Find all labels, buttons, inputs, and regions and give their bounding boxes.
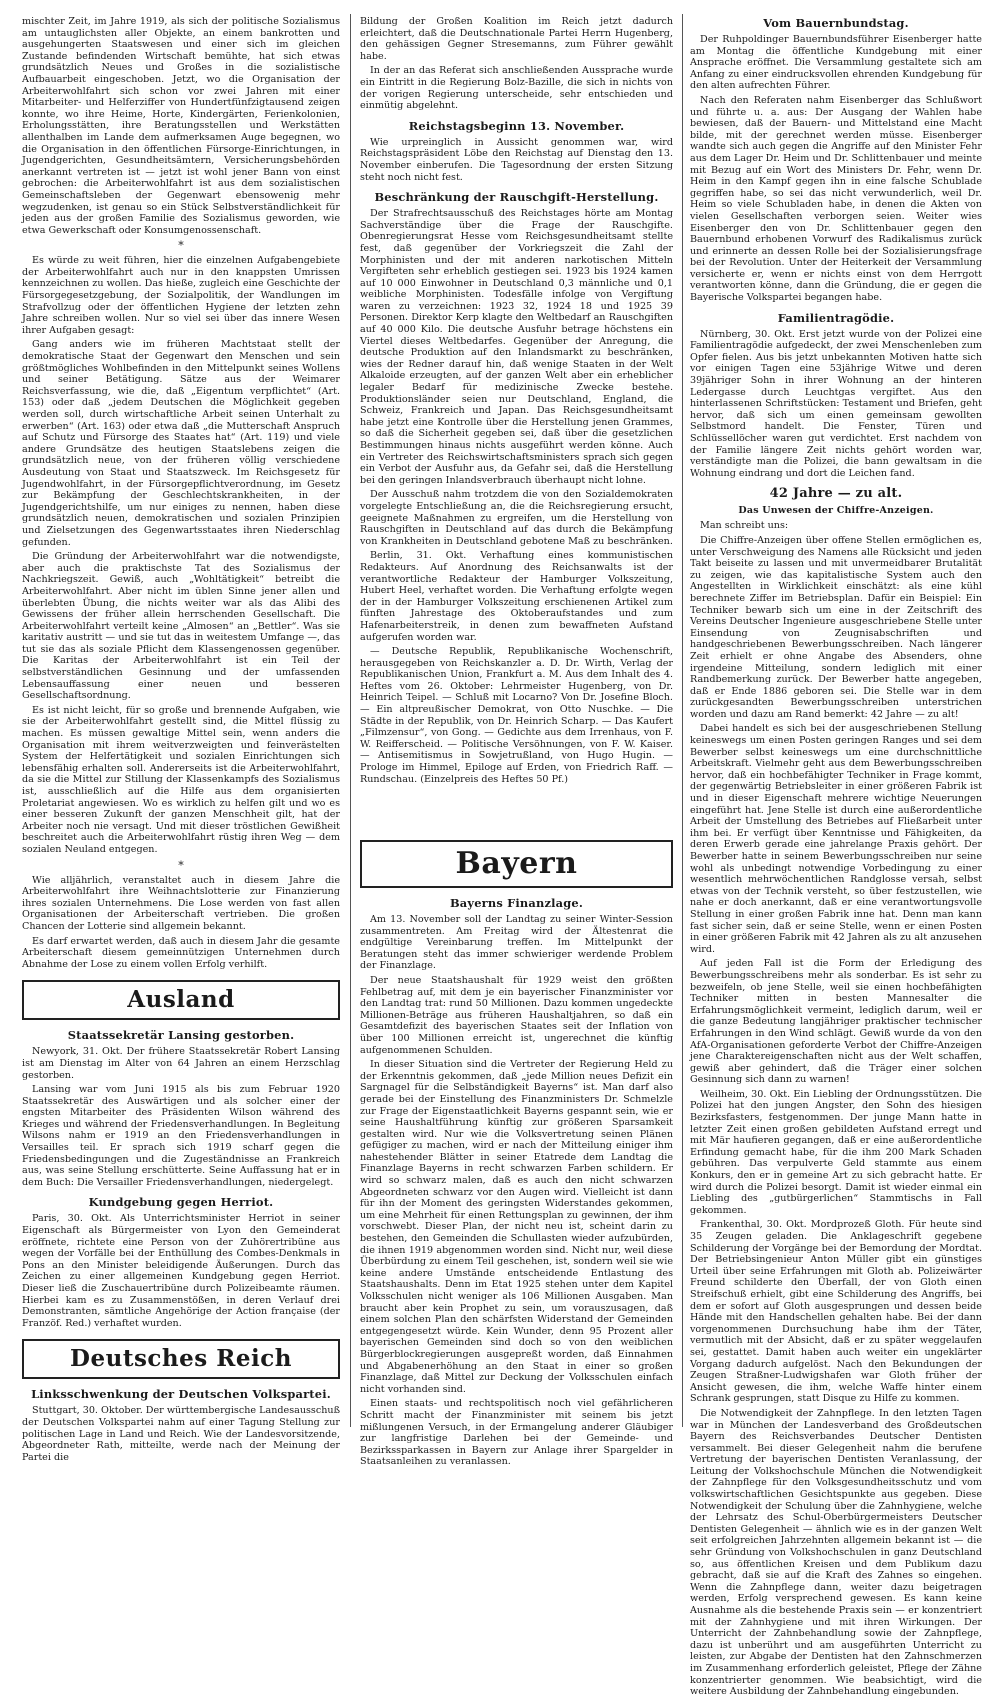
article-paragraph: Die Notwendigkeit der Zahnpflege. In den letzten Tagen war in München der Landesverband des Großdeutschen Bayern des Reichsverbandes Deutscher Dentisten versammelt. Bei dieser Gelegenheit nahm die berufene Vertretung der bayerischen Dentisten Veranlassung, der Leitung der Volkshochschule München die Notwendigkeit der Zahnpflege für den Volksgesundheitsschutz und vom volkswirtschaftlichen Gesichtspunkte aus gegeben. Diese Notwendigkeit der Schulung über die Zahnhygiene, welche der Lehrsatz des Schul-Oberbürgermeisters Deutscher Dentisten Gelegenheit — ähnlich wie es in der ganzen Welt seit erfolgreichen Jahrzehnten allgemein bekannt ist — die sehr Gründung von Volkshochschulen in ganz Deutschland so, aus öffentlichen Kreisen und dem Publikum dazu gebracht, daß sie auf die Kraft des Zahnes so eingehen. Wenn die Zahnpflege dann, weiter dazu beigetragen werden, Erfolg versprechend gewesen. Es kann keine Ausnahme als die bestehende Praxis sein — er konzentriert mit der Zahnhygiene und mit ihren Wirkungen. Der Unterricht der Zahnbehandlung sowie der Zahnpflege, dazu ist unberührt und am ausgeführten Unterricht zu leisten, zur Abgabe der Dentisten hat den Zahnschmerzen im Zusammenhang erforderlich geleistet, Pflege der Zähne konzentrierter genommen. Wie beabsichtigt, wird die weitere Ausbildung der Zahnbehandlung eingebunden.: [690, 1407, 982, 1698]
article-paragraph: Es ist nicht leicht, für so große und brennende Aufgaben, wie sie der Arbeiterwohlfahrt gestellt sind, die Mittel flüssig zu machen. Es müssen gewaltige Mittel sein, wenn anders die Organisation mit ihrem weitverzweigten und feinverästelten System der Helfertätigkeit und sozialen Einrichtungen sich lebensfähig erhalten soll. Andererseits ist die Arbeiterwohlfahrt, da sie die Mittel zur Stillung der Klassenkampfs des Sozialismus ist, ausschließlich auf die Hilfe aus dem organisierten Proletariat angewiesen. Wo es wirklich zu helfen gilt und wo es einer besseren Zukunft der ganzen Menschheit gilt, hat der Arbeiter noch nie versagt. Und mit dieser tröstlichen Gewißheit beschreitet auch die Arbeiterwohlfahrt rüstig ihren Weg — dem sozialen Neuland entgegen.: [22, 704, 340, 855]
article-paragraph: Nach den Referaten nahm Eisenberger das Schlußwort und führte u. a. aus: Der Ausgang der Wahlen habe bewiesen, daß der Bauern- und Mittelstand eine Macht bilde, mit der gerechnet werden müsse. Eisenberger wandte sich auch gegen die Angriffe auf den Minister Fehr aus dem Lager Dr. Heim und Dr. Schlittenbauer und meinte mit Bezug auf ein Wort des Ministers Dr. Fehr, wenn Dr. Heim in den Kampf gegen ihn in eine falsche Schublade gegriffen habe, so sei das nicht verwunderlich, weil Dr. Heim so viele Schubladen habe, in denen die Akten von vielen Gesellschaften verborgen seien. Weiter wies Eisenberger den von Dr. Schlittenbauer gegen den Bauernbund erhobenen Vorwurf des Radikalismus zurück und erinnerte an dessen Rolle bei der Sozialisierungsfrage bei der Revolution. Unter der Heiterkeit der Versammlung versicherte er, wenn er nichts einst von dem Herrgott verantworten könne, dann die Gründung, die er gegen die Bayerische Volkspartei begangen habe.: [690, 94, 982, 304]
article-headline: Beschränkung der Rauschgift-Herstellung.: [374, 190, 659, 205]
article-paragraph: Wie alljährlich, veranstaltet auch in diesem Jahre die Arbeiterwohlfahrt ihre Weihnachtslotterie zur Finanzierung ihres sozialen Unternehmens. Die Lose werden von fast allen Organisationen der Arbeiterschaft vertrieben. Die großen Chancen der Lotterie sind allgemein bekannt.: [22, 874, 340, 932]
article-headline: Staatssekretär Lansing gestorben.: [67, 1028, 295, 1043]
article-paragraph: Frankenthal, 30. Okt. Mordprozeß Gloth. Für heute sind 35 Zeugen geladen. Die Anklageschrift gegebene Schilderung der Vorgänge bei der Bemordung der Mordtat. Der Betriebsingenieur Anton Müller gibt ein günstiges Urteil über seine Erfahrungen mit Gloth ab. Polizeiwärter Freund schilderte den Überfall, der von Gloth einen Streifschuß erhielt, gibt eine Schilderung des Angriffs, bei dem er sofort auf Gloth ausgesprungen und dessen beide Hände mit den Handschellen gehalten habe. Bei der dann vorgenommenen Durchsuchung habe ihm der Täter, vermutlich mit der Absicht, daß er zu später weggelaufen sei, gestattet. Damit haben auch weiter ein ungeklärter Vorgang dadurch aufgelöst. Nach den Bekundungen der Zeugen Straßner-Ludwigshafen war Gloth früher der Ansicht gewesen, die ihm, welche Waffe hinter einem Schrank gesprungen, statt Disque zu Hilfe zu kommen.: [690, 1219, 982, 1405]
article-headline: Bayerns Finanzlage.: [449, 896, 584, 910]
article-paragraph: Berlin, 31. Okt. Verhaftung eines kommunistischen Redakteurs. Auf Anordnung des Reichsanwalts ist der verantwortliche Redakteur der Hamburger Volkszeitung, Hubert Heel, verhaftet worden. Die Verhaftung erfolgte wegen der in der Hamburger Volkszeitung erschienenen Artikel zum fünften Jahrestage des Oktoberaufstandes und zum Hafenarbeiterstreik, in denen zum bewaffneten Aufstand aufgerufen worden war.: [360, 550, 673, 643]
article-paragraph: Gang anders wie im früheren Machtstaat stellt der demokratische Staat der Gegenwart den Menschen und sein größtmögliches Wohlbefinden in den Mittelpunkt seines Wollens und seiner Betätigung. Sätze aus der Weimarer Reichsverfassung, wie die, daß „Eigentum verpflichtet“ (Art. 153) oder daß „jedem Deutschen die Möglichkeit gegeben werden soll, durch wirtschaftliche Arbeit seinen Unterhalt zu erwerben“ (Art. 163) oder etwa daß „die Mutterschaft Anspruch auf Schutz und Fürsorge des Staates hat“ (Art. 119) und viele andere Grundsätze des heutigen Staatslebens zeigen die grundsätzlich neue, von der früheren völlig verschiedene Ausdeutung von Staat und Staatszweck. Im Reichsgesetz für Jugendwohlfahrt, in der Fürsorgepflichtverordnung, im Gesetz zur Bekämpfung der Geschlechtskrankheiten, in der Jugendgerichtshilfe, um nur einiges zu nennen, haben diese grundsätzlich neuen, demokratischen und sozialen Prinzipien und Zielsetzungen des Gegenwartsstaates ihren Niederschlag gefunden.: [22, 339, 340, 548]
section-title: Bayern: [455, 846, 578, 881]
article-headline: 42 Jahre — zu alt.: [769, 486, 903, 502]
article-paragraph: Bildung der Großen Koalition im Reich jetzt dadurch erleichtert, daß die Deutschnationale Partei Herrn Hugenberg, den gehässigen Gegner Stresemanns, zum Führer gewählt habe.: [360, 16, 673, 62]
section-banner-ausland: [22, 980, 340, 1020]
column-rule: [682, 14, 683, 1427]
article-paragraph: In der an das Referat sich anschließenden Aussprache wurde ein Eintritt in die Regierung Bolz-Bazille, die sich in nichts von der vorigen Regierung unterscheide, sehr entschieden und einmütig abgelehnt.: [360, 65, 673, 112]
article-headline: Vom Bauernbundstag.: [763, 16, 909, 30]
article-paragraph: Weilheim, 30. Okt. Ein Liebling der Ordnungsstützen. Die Polizei hat den jungen Angster, den Sohn des hiesigen Bezirksfasters, festgenommen. Der junge Mann hatte in letzter Zeit einen großen gebildeten Aufstand erregt und mit Mär haufieren gegangen, daß er eine außerordentliche Erfindung gemacht habe, für die ihm 200 Mark Schaden gebühren. Das verpulverte Geld stammte aus einem Konkurs, den er in gemeine Art zu sich gebracht hatte. Er wird durch die Polizei besorgt. Damit ist wieder einmal ein Liebling des „gutbürgerlichen“ Stammtischs in Fall gekommen.: [690, 1088, 982, 1216]
article-paragraph: Der neue Staatshaushalt für 1929 weist den größten Fehlbetrag auf, mit dem je ein bayerischer Finanzminister vor den Landtag trat: rund 50 Millionen. Dazu kommen ungedeckte Millionen-Beträge aus früheren Haushaltjahren, so daß ein Gesamtdefizit des bayerischen Staates seit der Inflation von über 100 Millionen erreicht ist, ungerechnet die künftig aufgenommenen Schulden.: [360, 974, 673, 1056]
section-banner-deutsches-reich: [22, 1339, 340, 1379]
column-middle: [360, 16, 673, 1468]
section-title: Ausland: [127, 986, 235, 1014]
article-paragraph: Wie urpreinglich in Aussicht genommen war, wird Reichstagspräsident Löbe den Reichstag auf Dienstag den 13. November einberufen. Die Tagesordnung der ersten Sitzung steht noch nicht fest.: [360, 136, 673, 183]
article-paragraph: Man schreibt uns:: [700, 520, 789, 532]
section-title: Deutsches Reich: [70, 1345, 292, 1373]
article-paragraph: Die Chiffre-Anzeigen über offene Stellen ermöglichen es, unter Verschweigung des Namens alle Rücksicht und jeden Takt beiseite zu lassen und mit unvermeidbarer Brutalität zu zeigen, wie das kapitalistische System auch den Angestellten in Wirklichkeit einschätzt: als eine kühl berechnete Ziffer im Betriebsplan. Dafür ein Beispiel: Ein Techniker bewarb sich um eine in der Zeitschrift des Vereins Deutscher Ingenieure ausgeschriebene Stelle unter Einsendung von Zeugnisabschriften und handgeschriebenen Bewerbungsschreiben. Nach längerer Zeit erhielt er ohne Angabe des Absenders, ohne irgendeine Mitteilung, sondern lediglich mit einer Randbemerkung zurück. Der Bewerber hatte angegeben, daß er Ende 1886 geboren sei. Die Stelle war in dem zurückgesandten Bewerbungsschreiben unterstrichen worden und dazu am Rand bemerkt: 42 Jahre — zu alt!: [690, 534, 982, 720]
column-rule: [350, 14, 351, 1427]
article-paragraph: Der Ruhpoldinger Bauernbundsführer Eisenberger hatte am Montag die öffentliche Kundgebung mit einer Ansprache eröffnet. Die Versammlung gestaltete sich am Anfang zu einer eindrucksvollen ehrenden Kundgebung für den alten aufrechten Führer.: [690, 34, 982, 92]
article-paragraph: Es würde zu weit führen, hier die einzelnen Aufgabengebiete der Arbeiterwohlfahrt auch nur in den knappsten Umrissen kennzeichnen zu wollen. Das hieße, zugleich eine Geschichte der Fürsorgegesetzgebung, der Sozialpolitik, der Wandlungen im Strafvollzug oder der öffentlichen Hygiene der letzten zehn Jahre schreiben wollen. Nur so viel sei über das innere Wesen ihrer Aufgaben gesagt:: [22, 255, 341, 336]
article-subheadline: Das Unwesen der Chiffre-Anzeigen.: [738, 505, 934, 517]
article-paragraph: Nürnberg, 30. Okt. Erst jetzt wurde von der Polizei eine Familientragödie aufgedeckt, der zwei Menschenleben zum Opfer fielen. Aus bis jetzt unbekannten Motiven hatte sich vor einigen Tagen eine 53jährige Witwe und deren 39jähriger Sohn in ihrer Wohnung an der hinteren Ledergasse durch Leuchtgas vergiftet. Aus den hinterlassenen Schriftstücken: Testament und Briefen, geht hervor, daß sich um einen gemeinsam gewollten Selbstmord handelt. Die Fenster, Türen und Schlüssellöcher waren gut verdichtet. Erst nachdem von der Familie längere Zeit nichts gehört worden war, verständigte man die Polizei, die bann gewaltsam in die Wohnung eindrang und dort die Leichen fand.: [690, 328, 982, 479]
section-separator: *: [178, 858, 184, 872]
section-banner-bayern: [360, 840, 673, 888]
article-paragraph: Einen staats- und rechtspolitisch noch viel gefährlicheren Schritt macht der Finanzminister mit seinem bis jetzt mißlungenen Versuch, in der Ermangelung anderer Gläubiger zur langfristige Darlehen bei der Gemeinde- und Bezirkssparkassen in Bayern zur Anlage ihrer Spargelder in Staatsanleihen zu veranlassen.: [360, 1398, 673, 1468]
column-right: [690, 16, 982, 1698]
bayern-section: [360, 840, 673, 1471]
article-paragraph: Paris, 30. Okt. Als Unterrichtsminister Herriot in seiner Eigenschaft als Bürgermeister von Lyon den Gemeinderat eröffnete, richtete eine Person von der Zuhörertribüne aus wegen der Vorfälle bei der Enthüllung des Combes-Denkmals in Pons an den Minister beleidigende Äußerungen. Durch das Zeichen zu einer allgemeinen Kundgebung gegen Herriot. Dieser ließ die Zuschauertribüne durch Polizeibeamte räumen. Hierbei kam es zu Zusammenstößen, in deren Verlauf drei Demonstranten, sämtliche Angehörige der Action française (der Franzöf. Red.) verhaftet wurden.: [22, 1213, 340, 1329]
article-paragraph: Der Strafrechtsausschuß des Reichstages hörte am Montag Sachverständige über die Frage der Rauschgifte. Obenregierungsrat Hesse vom Reichsgesundheitsamt stellte fest, daß gegenüber der Vorkriegszeit die Zahl der Morphinisten und der mit anderen narkotischen Mitteln Vergifteten sehr erheblich gestiegen sei. 1923 bis 1924 kamen auf 10 000 Einwohner in Deutschland 0,3 männliche und 0,1 weibliche Morphinisten. Todesfälle infolge von Vergiftung waren zu verzeichnen: 1923 32, 1924 18 und 1925 39 Personen. Direktor Kerp klagte den Weltbedarf an Rauschgiften auf 40 000 Kilo. Die deutsche Ausfuhr betrage höchstens ein Viertel dieses Weltbedarfes. Gegenüber der Anregung, die deutsche Produktion auf den Inlandsmarkt zu beschränken, wies der Redner darauf hin, daß wenige Staaten in der Welt Alkaloide erzeugten, auf der ganzen Welt aber ein erheblicher legaler Bedarf für medizinische Zwecke bestehe. Produktionsländer seien nur Deutschland, England, die Schweiz, Frankreich und Japan. Das Reichsgesundheitsamt habe jetzt eine Kontrolle über die Herstellung jenen Grammes, so daß die Sicherheit gegeben sei, daß über die gesetzlichen Bestimmungen hinaus nichts ausgeführt werden könne. Auch ein Vertreter des Reichswirtschaftsministers sprach sich gegen ein Verbot der Ausfuhr aus, da Gefahr sei, daß die Herstellung bei den geringen Inlandsverbrauch überhaupt nicht lohne.: [360, 208, 673, 486]
article-headline: Linksschwenkung der Deutschen Volkspartei.: [31, 1387, 331, 1402]
article-paragraph: — Deutsche Republik, Republikanische Wochenschrift, herausgegeben von Reichskanzler a. D. Dr. Wirth, Verlag der Republikanischen Union, Frankfurt a. M. Aus dem Inhalt des 4. Heftes vom 26. Oktober: Lehrmeister Hugenberg, von Dr. Heinrich Teipel. — Schluß mit Locarno? Von Dr. Josefine Bloch. — Ein altpreußischer Demokrat, von Otto Nuschke. — Die Städte in der Republik, von Dr. Heinrich Scharp. — Das Kaufert „Filmzensur“, von Gong. — Gedichte aus dem Irrenhaus, von F. W. Reifferscheid. — Politische Versöhnungen, von F. W. Kaiser. — Antisemitismus in Sowjetrußland, von Hugo Hugin. — Prologe im Himmel, Epiloge auf Erden, von Friedrich Raff. — Rundschau. (Einzelpreis des Heftes 50 Pf.): [360, 646, 673, 785]
article-paragraph: mischter Zeit, im Jahre 1919, als sich der politische Sozialismus am untauglichsten aller Objekte, an einem bankrotten und ausgehungerten Staatswesen und einer sich im gleichen Zustande befindenden Wirtschaft bemühte, hat sich etwas grundsätzlich Neues und Großes in die sozialistische Aufbauarbeit eingeschoben. Jetzt, wo die Organisation der Arbeiterwohlfahrt sich schon vor zwei Jahren mit einer Mitarbeiter- und Helferziffer von Hundertfünfzigtausend zeigen konnte, wo ihre Heime, Horte, Kindergärten, Ferienkolonien, Erholungsstätten, ihre Beratungsstellen und Werkstätten allenthalben im Lande dem aufmerksamen Auge begegnen, wo die Organisation in den öffentlichen Fürsorge-Einrichtungen, in Jugendgerichten, Gesundheitsämtern, Versicherungsbehörden anerkannt vertreten ist — jetzt ist wohl jener Bann von einst gebrochen: die Arbeiterwohlfahrt ist aus dem sozialistischen Gemeinschaftsleben der Gegenwart ebensowenig mehr wegzudenken, ist genau so ein Stück Selbstverständlichkeit für jeden aus der großen Familie des Sozialismus geworden, wie etwa Gewerkschaft oder Konsumgenossenschaft.: [22, 16, 340, 236]
article-headline: Kundgebung gegen Herriot.: [88, 1195, 274, 1210]
article-paragraph: Lansing war vom Juni 1915 als bis zum Februar 1920 Staatssekretär des Auswärtigen und als solcher einer der engsten Mitarbeiter des Präsidenten Wilson während des Krieges und während der Friedensverhandlungen. In Begleitung Wilsons nahm er 1919 an den Friedensverhandlungen in Versailles teil. Er sprach sich 1919 scharf gegen die Friedensbedingungen und die Zugeständnisse an Frankreich aus, was seine Stellung erschütterte. Seine Auffassung hat er in dem Buch: Die Versailler Friedensverhandlungen, niedergelegt.: [22, 1084, 340, 1188]
article-paragraph: Auf jeden Fall ist die Form der Erledigung des Bewerbungsschreibens mehr als sonderbar. Es ist sehr zu bezweifeln, ob jene Stelle, weil sie einen hochbefähigten Techniker mitten in besten Mannesalter die Erfahrungsmöglichkeit vermeint, lediglich darum, weil er die ganze Bedeutung langjähriger praktischer technischer Erfahrungen in den Wind schlägt. Gewiß wurde da von den AfA-Organisationen geforderte Verbot der Chiffre-Anzeigen jene Charaktereigenschaften nicht aus der Welt schaffen, gewiß aber gehindert, daß die Träger einer solchen Gesinnung sich dann zu warnen!: [690, 958, 982, 1086]
article-paragraph: Dabei handelt es sich bei der ausgeschriebenen Stellung keineswegs um einen Posten geringen Ranges und sei dem Bewerber selbst keineswegs um eine durchschnittliche Arbeitskraft. Vielmehr geht aus dem Bewerbungsschreiben hervor, daß ein hochbefähigter Techniker in Frage kommt, der gegenwärtig Betriebsleiter in einer größeren Fabrik ist und in dieser Eigenschaft mehrere wichtige Neuerungen eingeführt hat. Jene Stelle ist durch eine außerordentliche Arbeit der Umstellung des Betriebes auf Fließarbeit unter ihm bei. Er verfügt über Kenntnisse und Fähigkeiten, da deren Erwerb gerade eine jahrelange Praxis gehört. Der Bewerber hatte in seinem Bewerbungsschreiben nur seine wohl als unbedingt notwendige Vorbedingung zu einer wesentlich mehrwöchentlichen Randglosse versah, selbst etwas von der Technik versteht, so über festzustellen, wie nahe er doch anerkannt, daß er eine verantwortungsvolle Stellung in einer großen Fabrik inne hat. Denn man kann fast sicher sein, daß er seine Stelle, wenn er einen Posten in einer größeren Fabrik mit 42 Jahren als zu alt anzusehen wird.: [690, 723, 982, 955]
article-headline: Familientragödie.: [777, 310, 895, 325]
article-paragraph: Newyork, 31. Okt. Der frühere Staatssekretär Robert Lansing ist am Dienstag im Alter von 64 Jahren an einem Herzschlag gestorben.: [22, 1046, 340, 1081]
article-paragraph: Die Gründung der Arbeiterwohlfahrt war die notwendigste, aber auch die praktischste Tat des Sozialismus der Nachkriegszeit. Gewiß, auch „Wohltätigkeit“ betreibt die Arbeiterwohlfahrt. Aber nicht im üblen Sinne jener allen und überlebten Übung, die nichts weiter war als das Alibi des Gewissens der früher allein herrschenden Gesellschaft. Die Arbeiterwohlfahrt verteilt keine „Almosen“ an „Bettler“. Was sie karitativ austritt — und sie tut das in weitestem Umfange —, das tut sie das als soziale Pflicht dem Klassengenossen gegenüber. Die Karitas der Arbeiterwohlfahrt ist ein Teil der selbstverständlichen Gesinnung und der umfassenden Lebensauffassung einer neuen und besseren Gesellschaftsordnung.: [22, 551, 340, 702]
article-paragraph: Am 13. November soll der Landtag zu seiner Winter-Session zusammentreten. Am Freitag wird der Ältestenrat die endgültige Vereinbarung treffen. Im Mittelpunkt der Beratungen steht das immer schwieriger werdende Problem der Finanzlage.: [360, 914, 673, 972]
article-paragraph: Der Ausschuß nahm trotzdem die von den Sozialdemokraten vorgelegte Entschließung an, die die Reichsregierung ersucht, geeignete Maßnahmen zu ergreifen, um die Herstellung von Rauschgiften in Deutschland auf das durch die Bekämpfung von Krankheiten in Deutschland gebotene Maß zu beschränken.: [360, 489, 673, 547]
article-paragraph: Es darf erwartet werden, daß auch in diesem Jahr die gesamte Arbeiterschaft diesem gemeinnützigen Unternehmen durch Abnahme der Lose zu einem vollen Erfolg verhilft.: [22, 935, 340, 970]
article-headline: Reichstagsbeginn 13. November.: [408, 118, 625, 133]
column-left: [22, 16, 341, 1463]
section-separator: *: [178, 239, 184, 253]
article-paragraph: In dieser Situation sind die Vertreter der Regierung Held zu der Erkenntnis gekommen, daß „jede Million neues Defizit ein Sargnagel für die Selbständigkeit Bayerns“ ist. Man darf also gerade bei der Einstellung des Finanzministers Dr. Schmelzle zur Frage der Eigenstaatlichkeit Bayerns gespannt sein, wie er seine Haushaltführung künftig zur größeren Sparsamkeit gestalten wird. Nur wie die Volksvertretung seinen Plänen gefügiger zu machen, wird er nach der Mitteilung einiger ihm nahestehender Blätter in seiner Etatrede dem Landtag die Finanzlage Bayerns in recht schwarzen Farben schildern. Er wird so schwarz malen, daß es auch den nicht schwarzen Abgeordneten schwarz vor den Augen wird. Vielleicht ist dann für ihn der Moment des geringsten Widerstandes gekommen, um eine Mehrheit für einen Rettungsplan zu gewinnen, der ihm vorschwebt. Dieser Plan, der nicht neu ist, scheint darin zu bestehen, den Gemeinden die Schullasten wieder aufzubürden, die ihnen 1919 abgenommen worden sind. Nicht nur, weil diese Überbürdung zu einem Teil geschehen, ist, sondern weil sie wie keine andere Umstände entscheidende Entlastung des Staatshaushalts. Denn im Etat 1925 stehen unter dem Kapitel Volksschulen nicht weniger als 106 Millionen Ausgaben. Man braucht aber kein Prophet zu sein, um vorauszusagen, daß einem solchen Plan den schärfsten Widerstand der Gemeinden entgegengesetzt würde. Kein Wunder, denn 95 Prozent aller bayerischen Gemeinden sind doch so von den weiblichen Bürgerblockregierungen ausgepreßt worden, daß Einnahmen und Abgabenerhöhung an den Staat in einer so großen Finanzlage, daß Mittel zur Deckung der Volksschulen einfach nicht vorhanden sind.: [360, 1059, 673, 1395]
article-paragraph: Stuttgart, 30. Oktober. Der württembergische Landesausschuß der Deutschen Volkspartei nahm auf einer Tagung Stellung zur politischen Lage in Land und Reich. Wie der Landesvorsitzende, Abgeordneter Rath, mitteilte, werde nach der Meinung der Partei die: [22, 1405, 340, 1463]
